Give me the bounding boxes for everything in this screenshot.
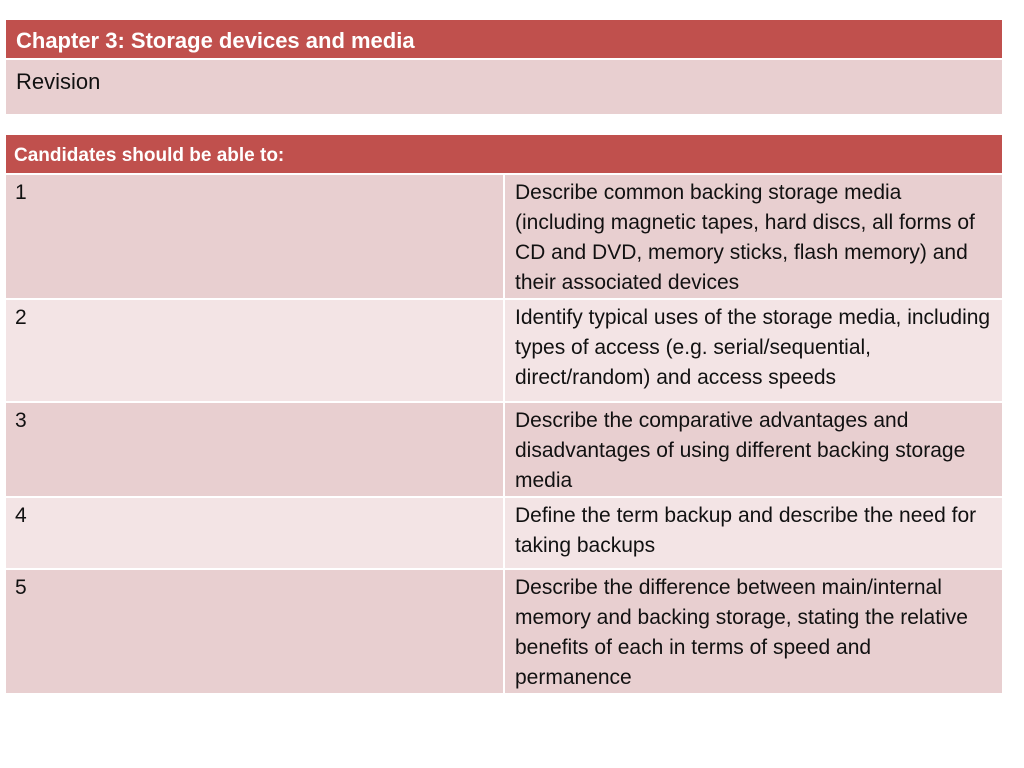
table-row	[5, 497, 1003, 569]
row-number: 5	[5, 569, 504, 694]
row-description: Describe the difference between main/internal memory and backing storage, stating the relative benefits of each in terms of speed and permanence	[504, 569, 1003, 694]
title-table	[4, 18, 1004, 116]
row-number: 4	[5, 497, 504, 569]
revision-subtitle: Revision	[5, 59, 1003, 115]
title-row	[5, 19, 1003, 59]
row-description: Describe the comparative advantages and disadvantages of using different backing storage media	[504, 402, 1003, 497]
chapter-title: Chapter 3: Storage devices and media	[5, 19, 1003, 59]
row-description: Describe common backing storage media (including magnetic tapes, hard discs, all forms of CD and DVD, memory sticks, flash memory) and their associated devices	[504, 174, 1003, 299]
objectives-header-row	[5, 134, 1003, 174]
table-row	[5, 299, 1003, 402]
row-number: 2	[5, 299, 504, 402]
row-description: Define the term backup and describe the need for taking backups	[504, 497, 1003, 569]
row-number: 3	[5, 402, 504, 497]
table-row	[5, 174, 1003, 299]
table-row	[5, 569, 1003, 694]
objectives-heading: Candidates should be able to:	[5, 134, 1003, 174]
objectives-table	[4, 133, 1004, 695]
row-description: Identify typical uses of the storage media, including types of access (e.g. serial/sequential, direct/random) and access speeds	[504, 299, 1003, 402]
row-number: 1	[5, 174, 504, 299]
subtitle-row	[5, 59, 1003, 115]
table-row	[5, 402, 1003, 497]
